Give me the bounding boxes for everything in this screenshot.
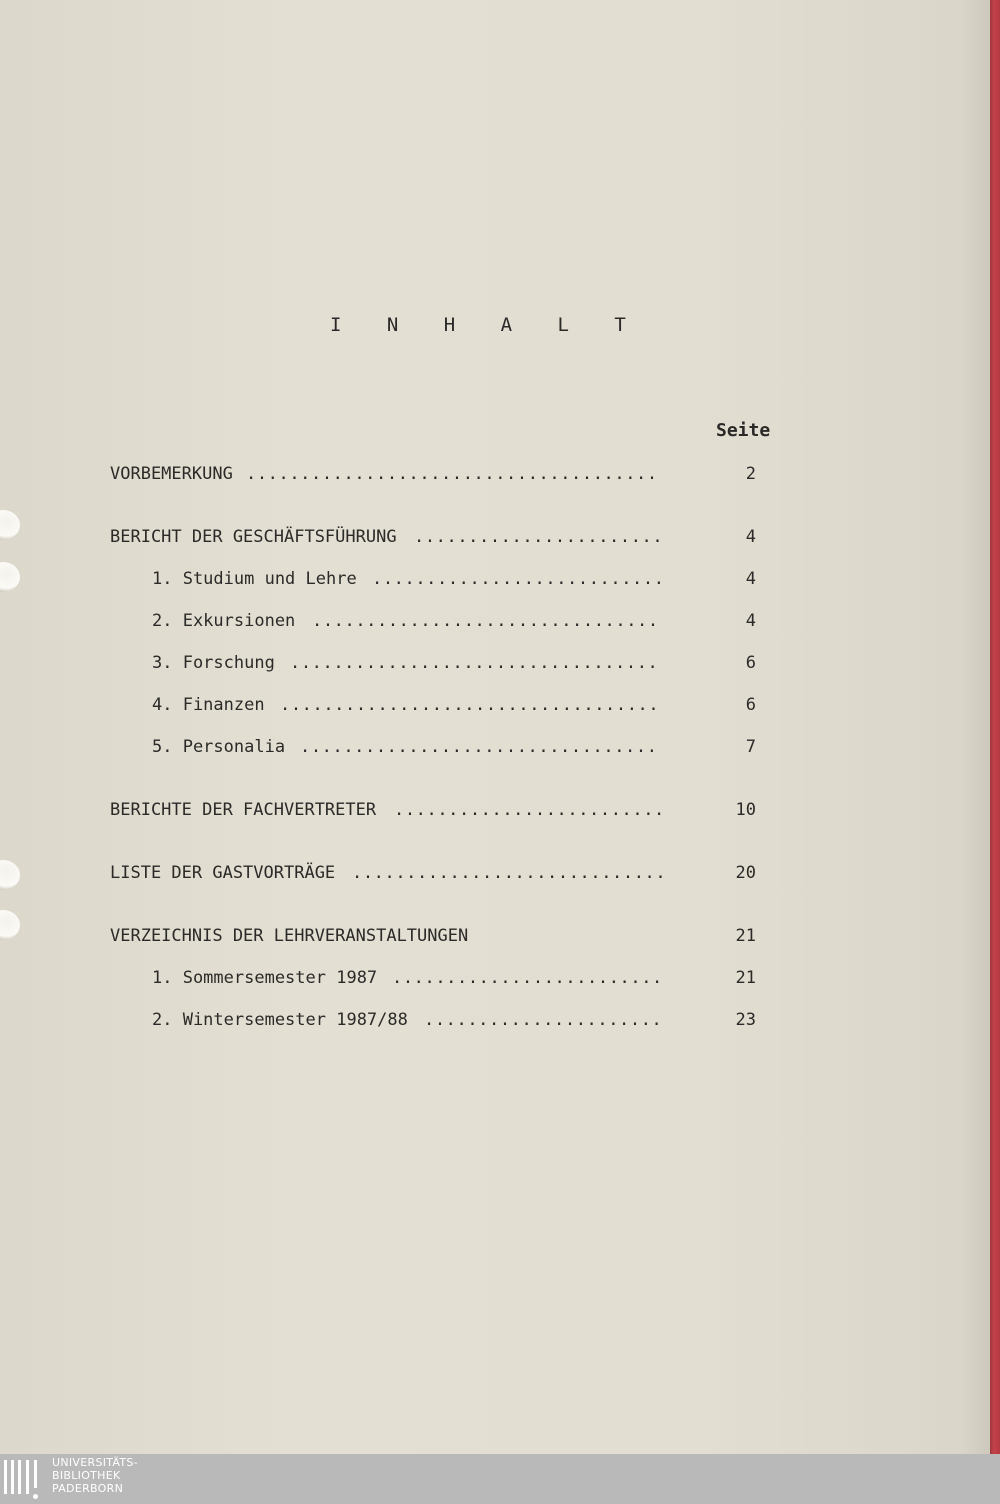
- toc-entry-label: VORBEMERKUNG: [110, 464, 233, 484]
- toc-entry-label: 1. Studium und Lehre: [152, 569, 357, 589]
- dot-leader: ...................................: [280, 695, 660, 715]
- dot-leader: ...........................: [372, 569, 665, 589]
- toc-entry-page: 6: [745, 653, 756, 673]
- toc-entry-page: 2: [745, 464, 756, 484]
- toc-entry-label: BERICHT DER GESCHÄFTSFÜHRUNG: [110, 527, 397, 547]
- toc-entry-page: 10: [735, 800, 756, 820]
- toc-entry-label: LISTE DER GASTVORTRÄGE: [110, 863, 336, 883]
- toc-entry: [0, 653, 800, 677]
- toc-entry-page: 21: [735, 926, 756, 946]
- dot-leader: .............................: [352, 863, 667, 883]
- logo-line: BIBLIOTHEK: [52, 1469, 121, 1482]
- dot-leader: .......................: [414, 527, 664, 547]
- toc-entry-page: 20: [735, 863, 756, 883]
- toc-entry-page: 23: [735, 1010, 756, 1030]
- toc-entry-label: 4. Finanzen: [152, 695, 265, 715]
- toc-entry: [0, 464, 800, 488]
- toc-entry: [0, 611, 800, 635]
- toc-entry: [0, 695, 800, 719]
- toc-entry-page: 4: [745, 569, 756, 589]
- dot-leader: ..................................: [290, 653, 659, 673]
- toc-entry-page: 7: [745, 737, 756, 757]
- logo-line: UNIVERSITÄTS-: [52, 1456, 138, 1469]
- toc-entry-label: 2. Exkursionen: [152, 611, 296, 631]
- toc-entry: [0, 800, 800, 824]
- library-logo-icon: [4, 1460, 46, 1500]
- toc-entry-label: 2. Wintersemester 1987/88: [152, 1010, 408, 1030]
- toc-entry: [0, 926, 800, 950]
- toc-entry-label: 5. Personalia: [152, 737, 286, 757]
- library-footer-bar: [0, 1454, 1000, 1504]
- toc-entry-page: 4: [745, 611, 756, 631]
- toc-entry: [0, 1010, 800, 1034]
- library-logo-text: [52, 1456, 138, 1495]
- dot-leader: ................................: [312, 611, 659, 631]
- page-edge-shadow: [960, 0, 990, 1454]
- toc-entry: [0, 737, 800, 761]
- dot-leader: ......................................: [246, 464, 658, 484]
- binding-edge: [990, 0, 1000, 1454]
- toc-title: I N H A L T: [330, 314, 643, 336]
- toc-entry: [0, 863, 800, 887]
- page-column-header: Seite: [716, 420, 771, 441]
- dot-leader: ......................: [424, 1010, 663, 1030]
- toc-entry-label: VERZEICHNIS DER LEHRVERANSTALTUNGEN: [110, 926, 469, 946]
- dot-leader: .........................: [394, 800, 665, 820]
- toc-entry: [0, 968, 800, 992]
- dot-leader: .................................: [300, 737, 658, 757]
- toc-entry-page: 21: [735, 968, 756, 988]
- toc-entry-label: BERICHTE DER FACHVERTRETER: [110, 800, 377, 820]
- toc-entry: [0, 569, 800, 593]
- toc-entry-label: 1. Sommersemester 1987: [152, 968, 378, 988]
- logo-line: PADERBORN: [52, 1482, 124, 1495]
- toc-entry-page: 4: [745, 527, 756, 547]
- toc-entry: [0, 527, 800, 551]
- toc-entry-label: 3. Forschung: [152, 653, 275, 673]
- dot-leader: .........................: [392, 968, 663, 988]
- toc-entry-page: 6: [745, 695, 756, 715]
